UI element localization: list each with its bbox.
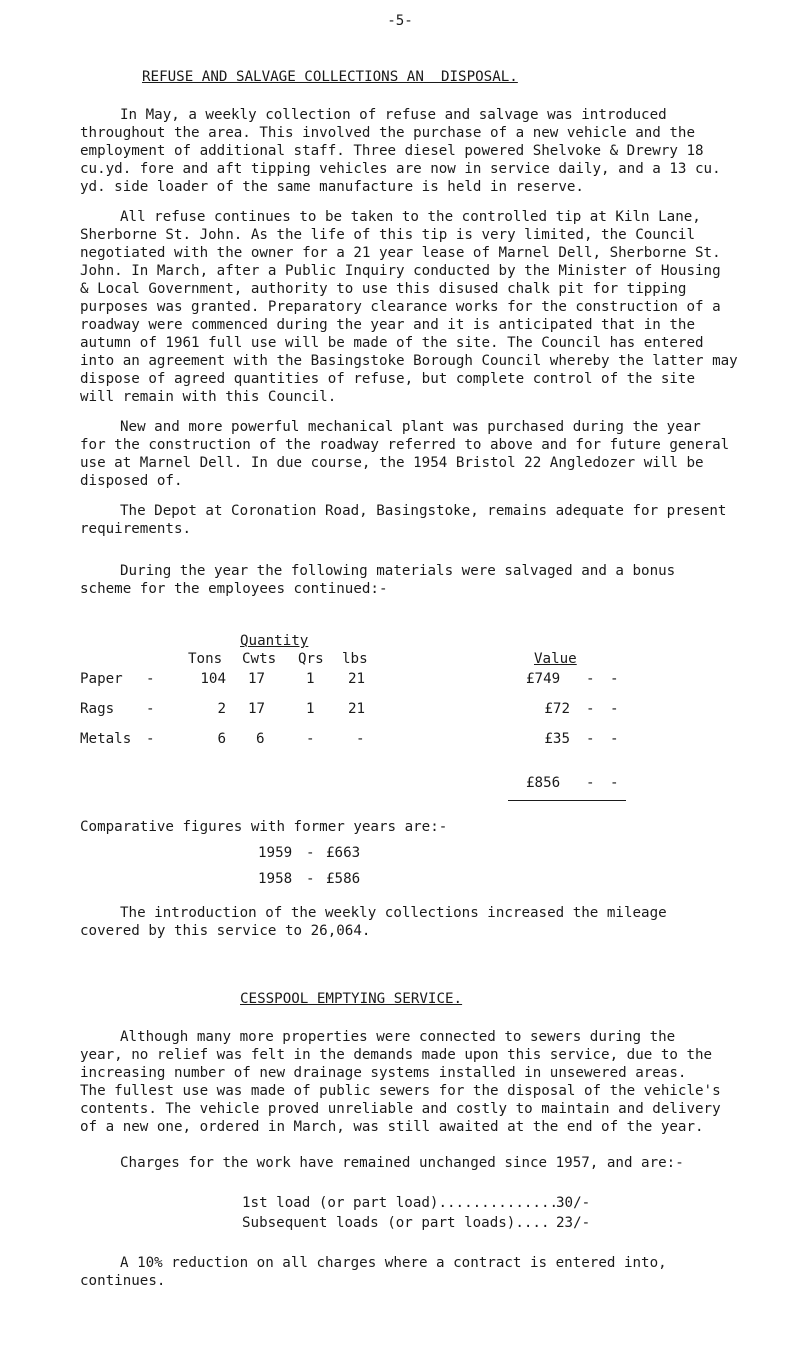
text-line: yd. side loader of the same manufacture is held in reserve. (80, 179, 584, 195)
text-line: scheme for the employees continued:- (80, 581, 388, 597)
text-line: Although many more properties were connected to sewers during the (120, 1029, 676, 1045)
value-cell: £72 (544, 701, 570, 717)
lbs-cell: - (356, 731, 365, 747)
comparative-year: 1958 (258, 871, 293, 887)
column-header-qrs: Qrs (298, 651, 324, 667)
value-dash: - (586, 775, 595, 791)
charge-label: 1st load (or part load).............. (242, 1195, 559, 1211)
value-cell: £749 (526, 671, 561, 687)
text-line: New and more powerful mechanical plant was purchased during the year (120, 419, 701, 435)
total-value: £856 (526, 775, 561, 791)
lbs-cell: 21 (348, 701, 366, 717)
text-line: use at Marnel Dell. In due course, the 1954 Bristol 22 Angledozer will be (80, 455, 704, 471)
column-header-lbs: lbs (342, 651, 368, 667)
text-line: The fullest use was made of public sewers for the disposal of the vehicle's (80, 1083, 721, 1099)
cesspool-paragraph-2: Charges for the work have remained unchanged since 1957, and are:- (120, 1155, 684, 1171)
text-line: John. In March, after a Public Inquiry conducted by the Minister of Housing (80, 263, 721, 279)
text-line: roadway were commenced during the year and it is anticipated that in the (80, 317, 695, 333)
column-header-cwts: Cwts (242, 651, 277, 667)
text-line: autumn of 1961 full use will be made of the site. The Council has entered (80, 335, 704, 351)
text-line: year, no relief was felt in the demands made upon this service, due to the (80, 1047, 713, 1063)
text-line: employment of additional staff. Three diesel powered Shelvoke & Drewry 18 (80, 143, 704, 159)
column-header-tons: Tons (188, 651, 223, 667)
charge-value: 23/- (556, 1215, 591, 1231)
value-dash: - (586, 671, 595, 687)
comparative-value: £586 (326, 871, 361, 887)
text-line: purposes was granted. Preparatory clearance works for the construction of a (80, 299, 721, 315)
text-line: into an agreement with the Basingstoke Borough Council whereby the latter may (80, 353, 738, 369)
text-line: increasing number of new drainage systems installed in unsewered areas. (80, 1065, 687, 1081)
text-line: for the construction of the roadway referred to above and for future general (80, 437, 730, 453)
text-line: All refuse continues to be taken to the controlled tip at Kiln Lane, (120, 209, 701, 225)
text-line: throughout the area. This involved the purchase of a new vehicle and the (80, 125, 695, 141)
comparative-value: £663 (326, 845, 361, 861)
cesspool-section-heading: CESSPOOL EMPTYING SERVICE. (240, 991, 463, 1007)
refuse-section-heading: REFUSE AND SALVAGE COLLECTIONS AN DISPOSAL. (142, 69, 518, 85)
cwts-cell: 6 (256, 731, 265, 747)
text-line: dispose of agreed quantities of refuse, but complete control of the site (80, 371, 695, 387)
value-dash: - (586, 701, 595, 717)
text-line: The Depot at Coronation Road, Basingstoke, remains adequate for present (120, 503, 727, 519)
row-dash: - (146, 731, 155, 747)
value-dash: - (610, 731, 619, 747)
quantity-header: Quantity (240, 633, 309, 649)
material-name: Paper (80, 671, 123, 687)
tons-cell: 104 (200, 671, 226, 687)
text-line: covered by this service to 26,064. (80, 923, 371, 939)
text-line: negotiated with the owner for a 21 year lease of Marnel Dell, Sherborne St. (80, 245, 721, 261)
qrs-cell: - (306, 731, 315, 747)
text-line: will remain with this Council. (80, 389, 337, 405)
qrs-cell: 1 (306, 701, 315, 717)
value-cell: £35 (544, 731, 570, 747)
value-dash: - (610, 701, 619, 717)
text-line: During the year the following materials were salvaged and a bonus (120, 563, 676, 579)
text-line: The introduction of the weekly collections increased the mileage (120, 905, 667, 921)
value-dash: - (610, 671, 619, 687)
charge-value: 30/- (556, 1195, 591, 1211)
tons-cell: 2 (217, 701, 226, 717)
text-line: contents. The vehicle proved unreliable and costly to maintain and delivery (80, 1101, 721, 1117)
comparative-intro: Comparative figures with former years are:- (80, 819, 448, 835)
qrs-cell: 1 (306, 671, 315, 687)
material-name: Metals (80, 731, 132, 747)
text-line: continues. (80, 1273, 166, 1289)
text-line: requirements. (80, 521, 192, 537)
text-line: cu.yd. fore and aft tipping vehicles are now in service daily, and a 13 cu. (80, 161, 721, 177)
comparative-year: 1959 (258, 845, 293, 861)
lbs-cell: 21 (348, 671, 366, 687)
text-line: A 10% reduction on all charges where a contract is entered into, (120, 1255, 667, 1271)
column-header-value: Value (534, 651, 577, 667)
material-name: Rags (80, 701, 115, 717)
value-dash: - (610, 775, 619, 791)
tons-cell: 6 (217, 731, 226, 747)
comparative-dash: - (306, 845, 315, 861)
total-rule (508, 800, 626, 801)
comparative-dash: - (306, 871, 315, 887)
text-line: disposed of. (80, 473, 183, 489)
text-line: In May, a weekly collection of refuse and salvage was introduced (120, 107, 667, 123)
cwts-cell: 17 (248, 701, 266, 717)
value-dash: - (586, 731, 595, 747)
row-dash: - (146, 701, 155, 717)
cwts-cell: 17 (248, 671, 266, 687)
row-dash: - (146, 671, 155, 687)
text-line: of a new one, ordered in March, was still awaited at the end of the year. (80, 1119, 704, 1135)
charge-label: Subsequent loads (or part loads).... (242, 1215, 550, 1231)
text-line: Sherborne St. John. As the life of this tip is very limited, the Council (80, 227, 695, 243)
page-number: -5- (387, 13, 413, 29)
text-line: & Local Government, authority to use this disused chalk pit for tipping (80, 281, 687, 297)
